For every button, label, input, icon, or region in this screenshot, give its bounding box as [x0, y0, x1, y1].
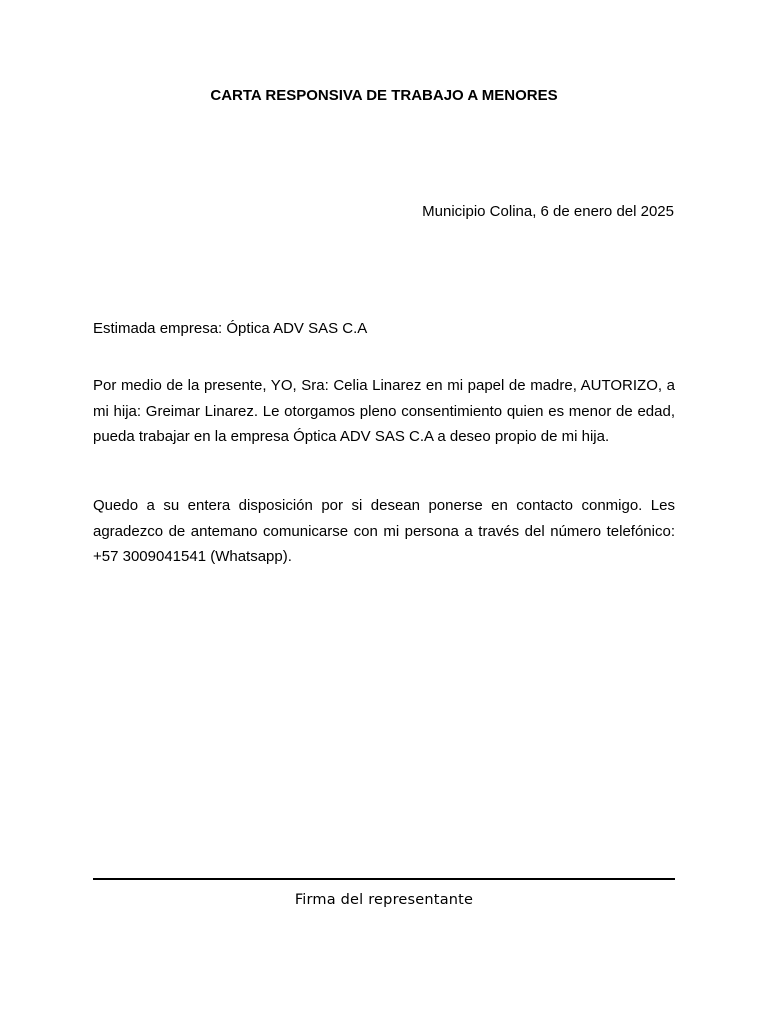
- contact-paragraph: Quedo a su entera disposición por si desean ponerse en contacto conmigo. Les agradezco de antemano comunicarse con mi persona a través del número telefónico: +57 3009041541 (Whatsapp).: [93, 497, 675, 565]
- signature-label: Firma del representante: [294, 892, 474, 908]
- document-title: CARTA RESPONSIVA DE TRABAJO A MENORES: [210, 87, 558, 104]
- signature-line: [93, 878, 675, 880]
- authorization-paragraph: Por medio de la presente, YO, Sra: Celia Linarez en mi papel de madre, AUTORIZO, a mi hija: Greimar Linarez. Le otorgamos pleno consentimiento quien es menor de edad, pueda trabajar en la empresa Óptica ADV SAS C.A a deseo propio de mi hija.: [93, 377, 675, 445]
- date-line: Municipio Colina, 6 de enero del 2025: [422, 203, 674, 220]
- greeting: Estimada empresa: Óptica ADV SAS C.A: [93, 320, 368, 337]
